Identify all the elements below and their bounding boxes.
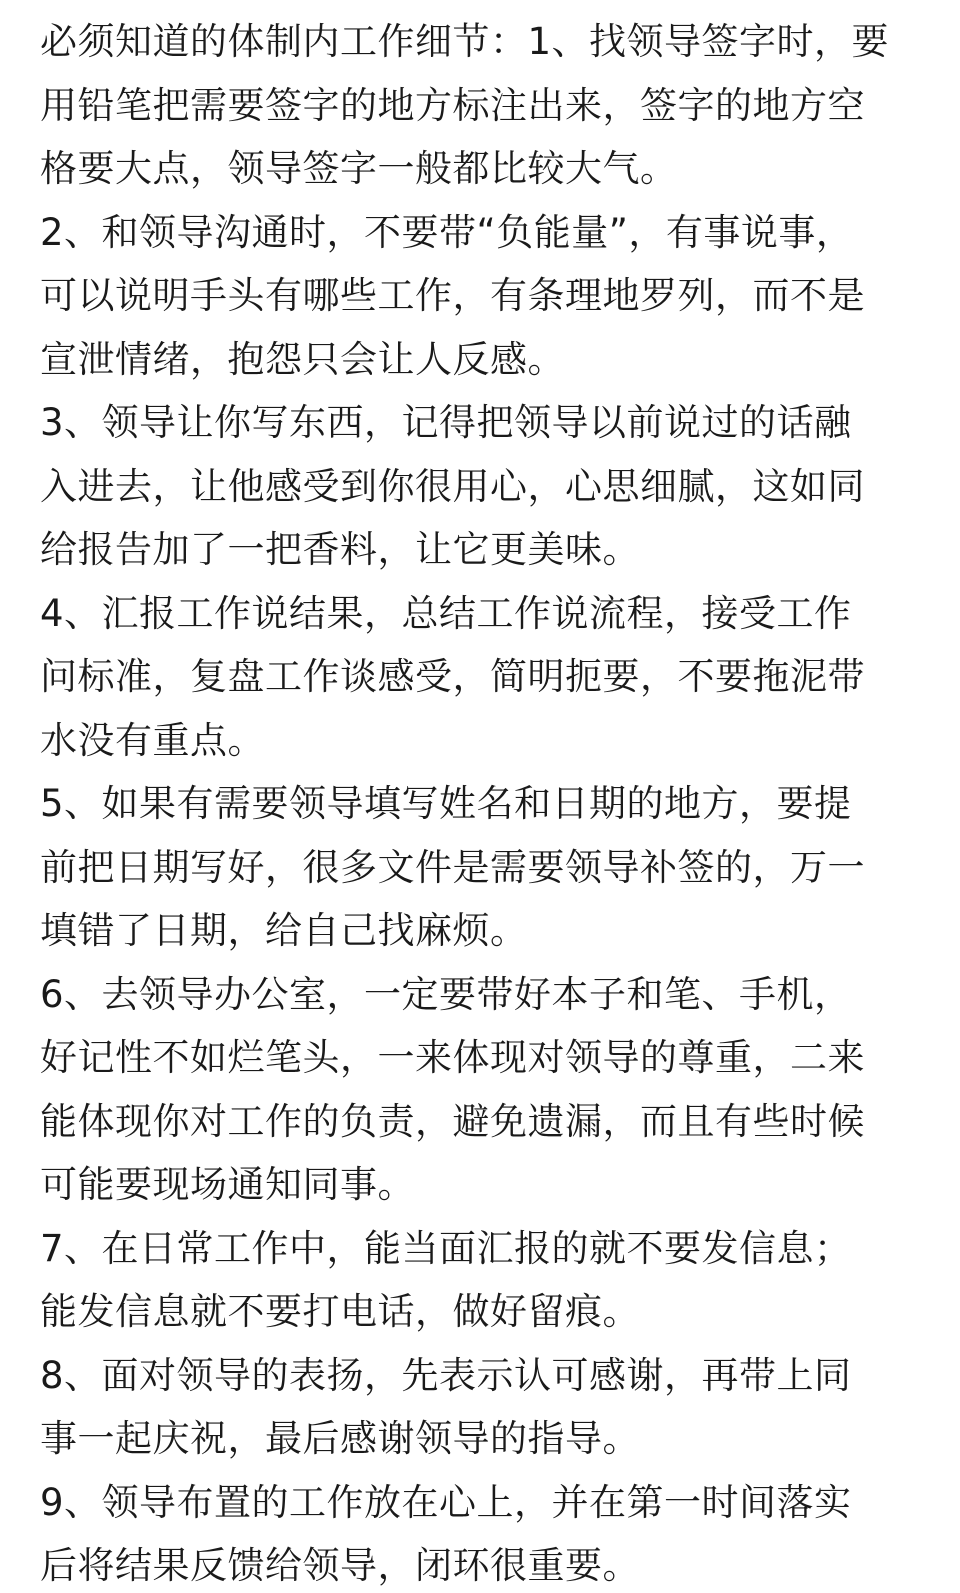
text-line: 9、领导布置的工作放在心上，并在第一时间落实 [40, 1480, 852, 1524]
text-line: 8、面对领导的表扬，先表示认可感谢，再带上同 [40, 1353, 852, 1397]
text-line: 入进去，让他感受到你很用心，心思细腻，这如同 [40, 464, 865, 508]
text-line: 水没有重点。 [40, 718, 265, 762]
text-line: 5、如果有需要领导填写姓名和日期的地方，要提 [40, 782, 852, 825]
text-line: 可以说明手头有哪些工作，有条理地罗列，而不是 [40, 274, 865, 317]
text-line: 事一起庆祝，最后感谢领导的指导。 [40, 1417, 640, 1460]
text-line: 必须知道的体制内工作细节：1、找领导签字时，要 [40, 20, 890, 63]
text-line: 能体现你对工作的负责，避免遗漏，而且有些时候 [40, 1099, 865, 1143]
text-line: 3、领导让你写东西，记得把领导以前说过的话融 [40, 401, 852, 444]
text-line: 给报告加了一把香料，让它更美味。 [40, 528, 640, 571]
text-line: 6、去领导办公室，一定要带好本子和笔、手机， [40, 972, 852, 1016]
text-line: 问标准，复盘工作谈感受，简明扼要，不要拖泥带 [40, 655, 865, 698]
text-line: 7、在日常工作中，能当面汇报的就不要发信息； [40, 1226, 852, 1270]
text-line: 2、和领导沟通时，不要带“负能量”，有事说事， [40, 210, 854, 254]
text-line: 填错了日期，给自己找麻烦。 [40, 909, 528, 952]
text-line: 前把日期写好，很多文件是需要领导补签的，万一 [40, 845, 865, 889]
text-line: 4、汇报工作说结果，总结工作说流程，接受工作 [40, 591, 852, 635]
text-line: 可能要现场通知同事。 [40, 1163, 415, 1206]
text-line: 用铅笔把需要签字的地方标注出来，签字的地方空 [40, 83, 865, 127]
text-line: 后将结果反馈给领导，闭环很重要。 [40, 1544, 640, 1587]
text-line: 好记性不如烂笔头，一来体现对领导的尊重，二来 [40, 1036, 865, 1079]
tips-text-block [40, 10, 920, 1593]
text-line: 格要大点，领导签字一般都比较大气。 [40, 147, 678, 190]
text-line: 宣泄情绪，抱怨只会让人反感。 [40, 337, 565, 381]
text-line: 能发信息就不要打电话，做好留痕。 [40, 1290, 640, 1333]
